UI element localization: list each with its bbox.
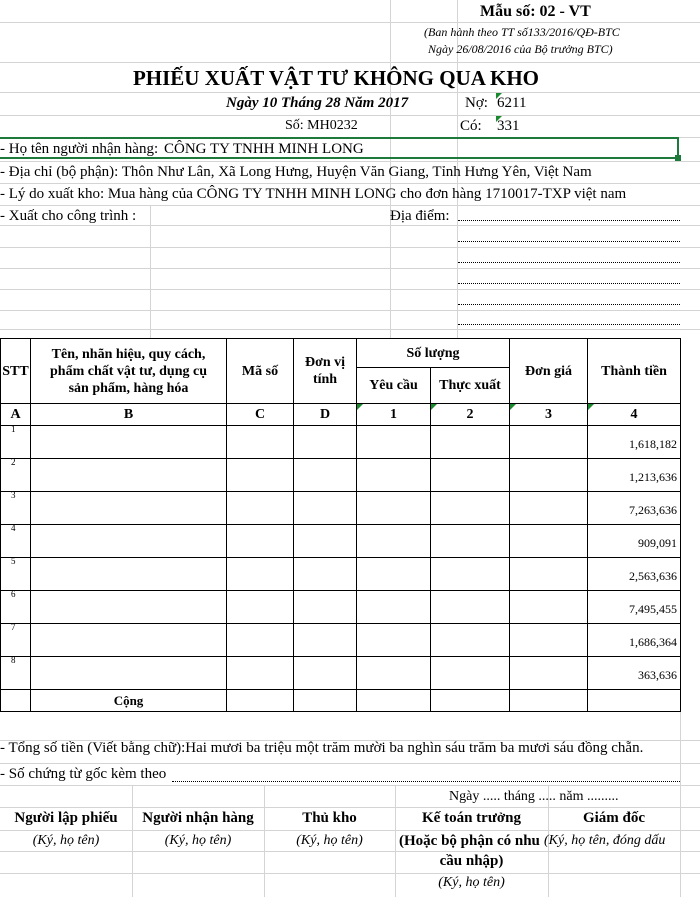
signer-accountant-sub2: cầu nhập) (439, 853, 504, 869)
reason-line: - Lý do xuất kho: Mua hàng của CÔNG TY TNHH MINH LONG cho đơn hàng 1710017-TXP việt nam (0, 186, 627, 202)
column-letter-row (1, 404, 681, 426)
row-amount[interactable]: 1,213,636 (588, 459, 681, 492)
signer-storekeeper-title: Thủ kho (302, 810, 357, 826)
signer-receiver-note: (Ký, họ tên) (164, 833, 232, 848)
issued-regulation-line1: (Ban hành theo TT số133/2016/QĐ-BTC (424, 25, 620, 39)
row-number: 2 (11, 457, 16, 467)
debit-label: Nợ: (465, 95, 488, 111)
signer-preparer-note: (Ký, họ tên) (32, 833, 100, 848)
signer-accountant-note: (Ký, họ tên) (438, 875, 505, 890)
location-fill-line (458, 241, 680, 242)
voucher-number: Số: MH0232 (285, 118, 358, 133)
signer-accountant-title: Kế toán trưởng (422, 810, 521, 826)
signer-director-note: (Ký, họ tên, đóng dấu (544, 833, 666, 848)
column-letter: C (227, 404, 294, 426)
location-fill-line (458, 304, 680, 305)
row-amount[interactable]: 1,686,364 (588, 624, 681, 657)
row-amount[interactable]: 909,091 (588, 525, 681, 558)
header-amount: Thành tiền (588, 339, 681, 404)
location-fill-line (458, 283, 680, 284)
row-amount[interactable]: 1,618,182 (588, 426, 681, 459)
header-stt: STT (1, 339, 31, 404)
issued-regulation-line2: Ngày 26/08/2016 của Bộ trưởng BTC) (428, 42, 613, 56)
address-line: - Địa chỉ (bộ phận): Thôn Như Lân, Xã Long Hưng, Huyện Văn Giang, Tỉnh Hưng Yên, Việt Nam (0, 164, 592, 180)
page-title: PHIẾU XUẤT VẬT TƯ KHÔNG QUA KHO (132, 66, 540, 90)
items-table (0, 338, 681, 712)
row-number: 6 (11, 589, 16, 599)
header-unit: Đơn vị tính (294, 339, 357, 404)
column-letter: D (294, 404, 357, 426)
table-row[interactable] (1, 558, 681, 591)
table-row[interactable] (1, 624, 681, 657)
row-number: 1 (11, 424, 16, 434)
table-row[interactable] (1, 459, 681, 492)
location-fill-line (458, 324, 680, 325)
recipient-label: - Họ tên người nhận hàng: (0, 141, 159, 157)
column-letter: A (1, 404, 31, 426)
row-number: 8 (11, 655, 16, 665)
header-qty-actual: Thực xuất (431, 368, 510, 404)
date-line: Ngày 10 Tháng 28 Năm 2017 (226, 95, 409, 111)
selected-cell-range[interactable] (0, 137, 679, 159)
row-number: 3 (11, 490, 16, 500)
comment-marker-icon (496, 116, 502, 122)
debit-value[interactable]: 6211 (497, 95, 527, 111)
table-row[interactable] (1, 426, 681, 459)
attached-documents: - Số chứng từ gốc kèm theo (0, 766, 167, 782)
column-letter: 1 (357, 404, 431, 426)
location-fill-line (458, 220, 680, 221)
signer-accountant-sub1: (Hoặc bộ phận có nhu (399, 833, 540, 849)
row-amount[interactable]: 2,563,636 (588, 558, 681, 591)
row-number: 4 (11, 523, 16, 533)
project-label: - Xuất cho công trình : (0, 208, 137, 224)
column-letter: B (31, 404, 227, 426)
header-quantity: Số lượng (357, 339, 510, 368)
signer-preparer-title: Người lập phiếu (14, 810, 118, 826)
header-item-name: Tên, nhãn hiệu, quy cách, phẩm chất vật tư, dụng cụ sản phẩm, hàng hóa (31, 339, 227, 404)
column-letter: 4 (588, 404, 681, 426)
location-label: Địa điểm: (390, 208, 450, 224)
sign-date: Ngày ..... tháng ..... năm ......... (449, 789, 619, 804)
table-row[interactable] (1, 591, 681, 624)
column-letter: 2 (431, 404, 510, 426)
row-number: 5 (11, 556, 16, 566)
header-unit-price: Đơn giá (510, 339, 588, 404)
signer-storekeeper-note: (Ký, họ tên) (296, 833, 363, 848)
total-label: Cộng (31, 690, 227, 712)
row-number: 7 (11, 622, 16, 632)
header-code: Mã số (227, 339, 294, 404)
signer-receiver-title: Người nhận hàng (142, 810, 254, 826)
row-amount[interactable]: 7,495,455 (588, 591, 681, 624)
row-amount[interactable]: 363,636 (588, 657, 681, 690)
header-qty-requested: Yêu cầu (357, 368, 431, 404)
comment-marker-icon (496, 93, 502, 99)
location-fill-line (458, 262, 680, 263)
column-letter: 3 (510, 404, 588, 426)
table-row[interactable] (1, 657, 681, 690)
row-amount[interactable]: 7,263,636 (588, 492, 681, 525)
total-in-words: - Tổng số tiền (Viết bằng chữ):Hai mươi ba triệu một trăm mười ba nghìn sáu trăm ba mươi sáu đồng chẵn. (0, 740, 644, 756)
table-row[interactable] (1, 492, 681, 525)
credit-label: Có: (460, 118, 482, 134)
table-row[interactable] (1, 525, 681, 558)
total-row[interactable] (1, 690, 681, 712)
form-code: Mẫu số: 02 - VT (480, 3, 591, 20)
credit-value[interactable]: 331 (497, 118, 520, 134)
attached-fill-line (172, 781, 680, 782)
recipient-value[interactable]: CÔNG TY TNHH MINH LONG (164, 141, 364, 157)
signer-director-title: Giám đốc (582, 810, 646, 826)
fill-handle[interactable] (675, 155, 681, 161)
